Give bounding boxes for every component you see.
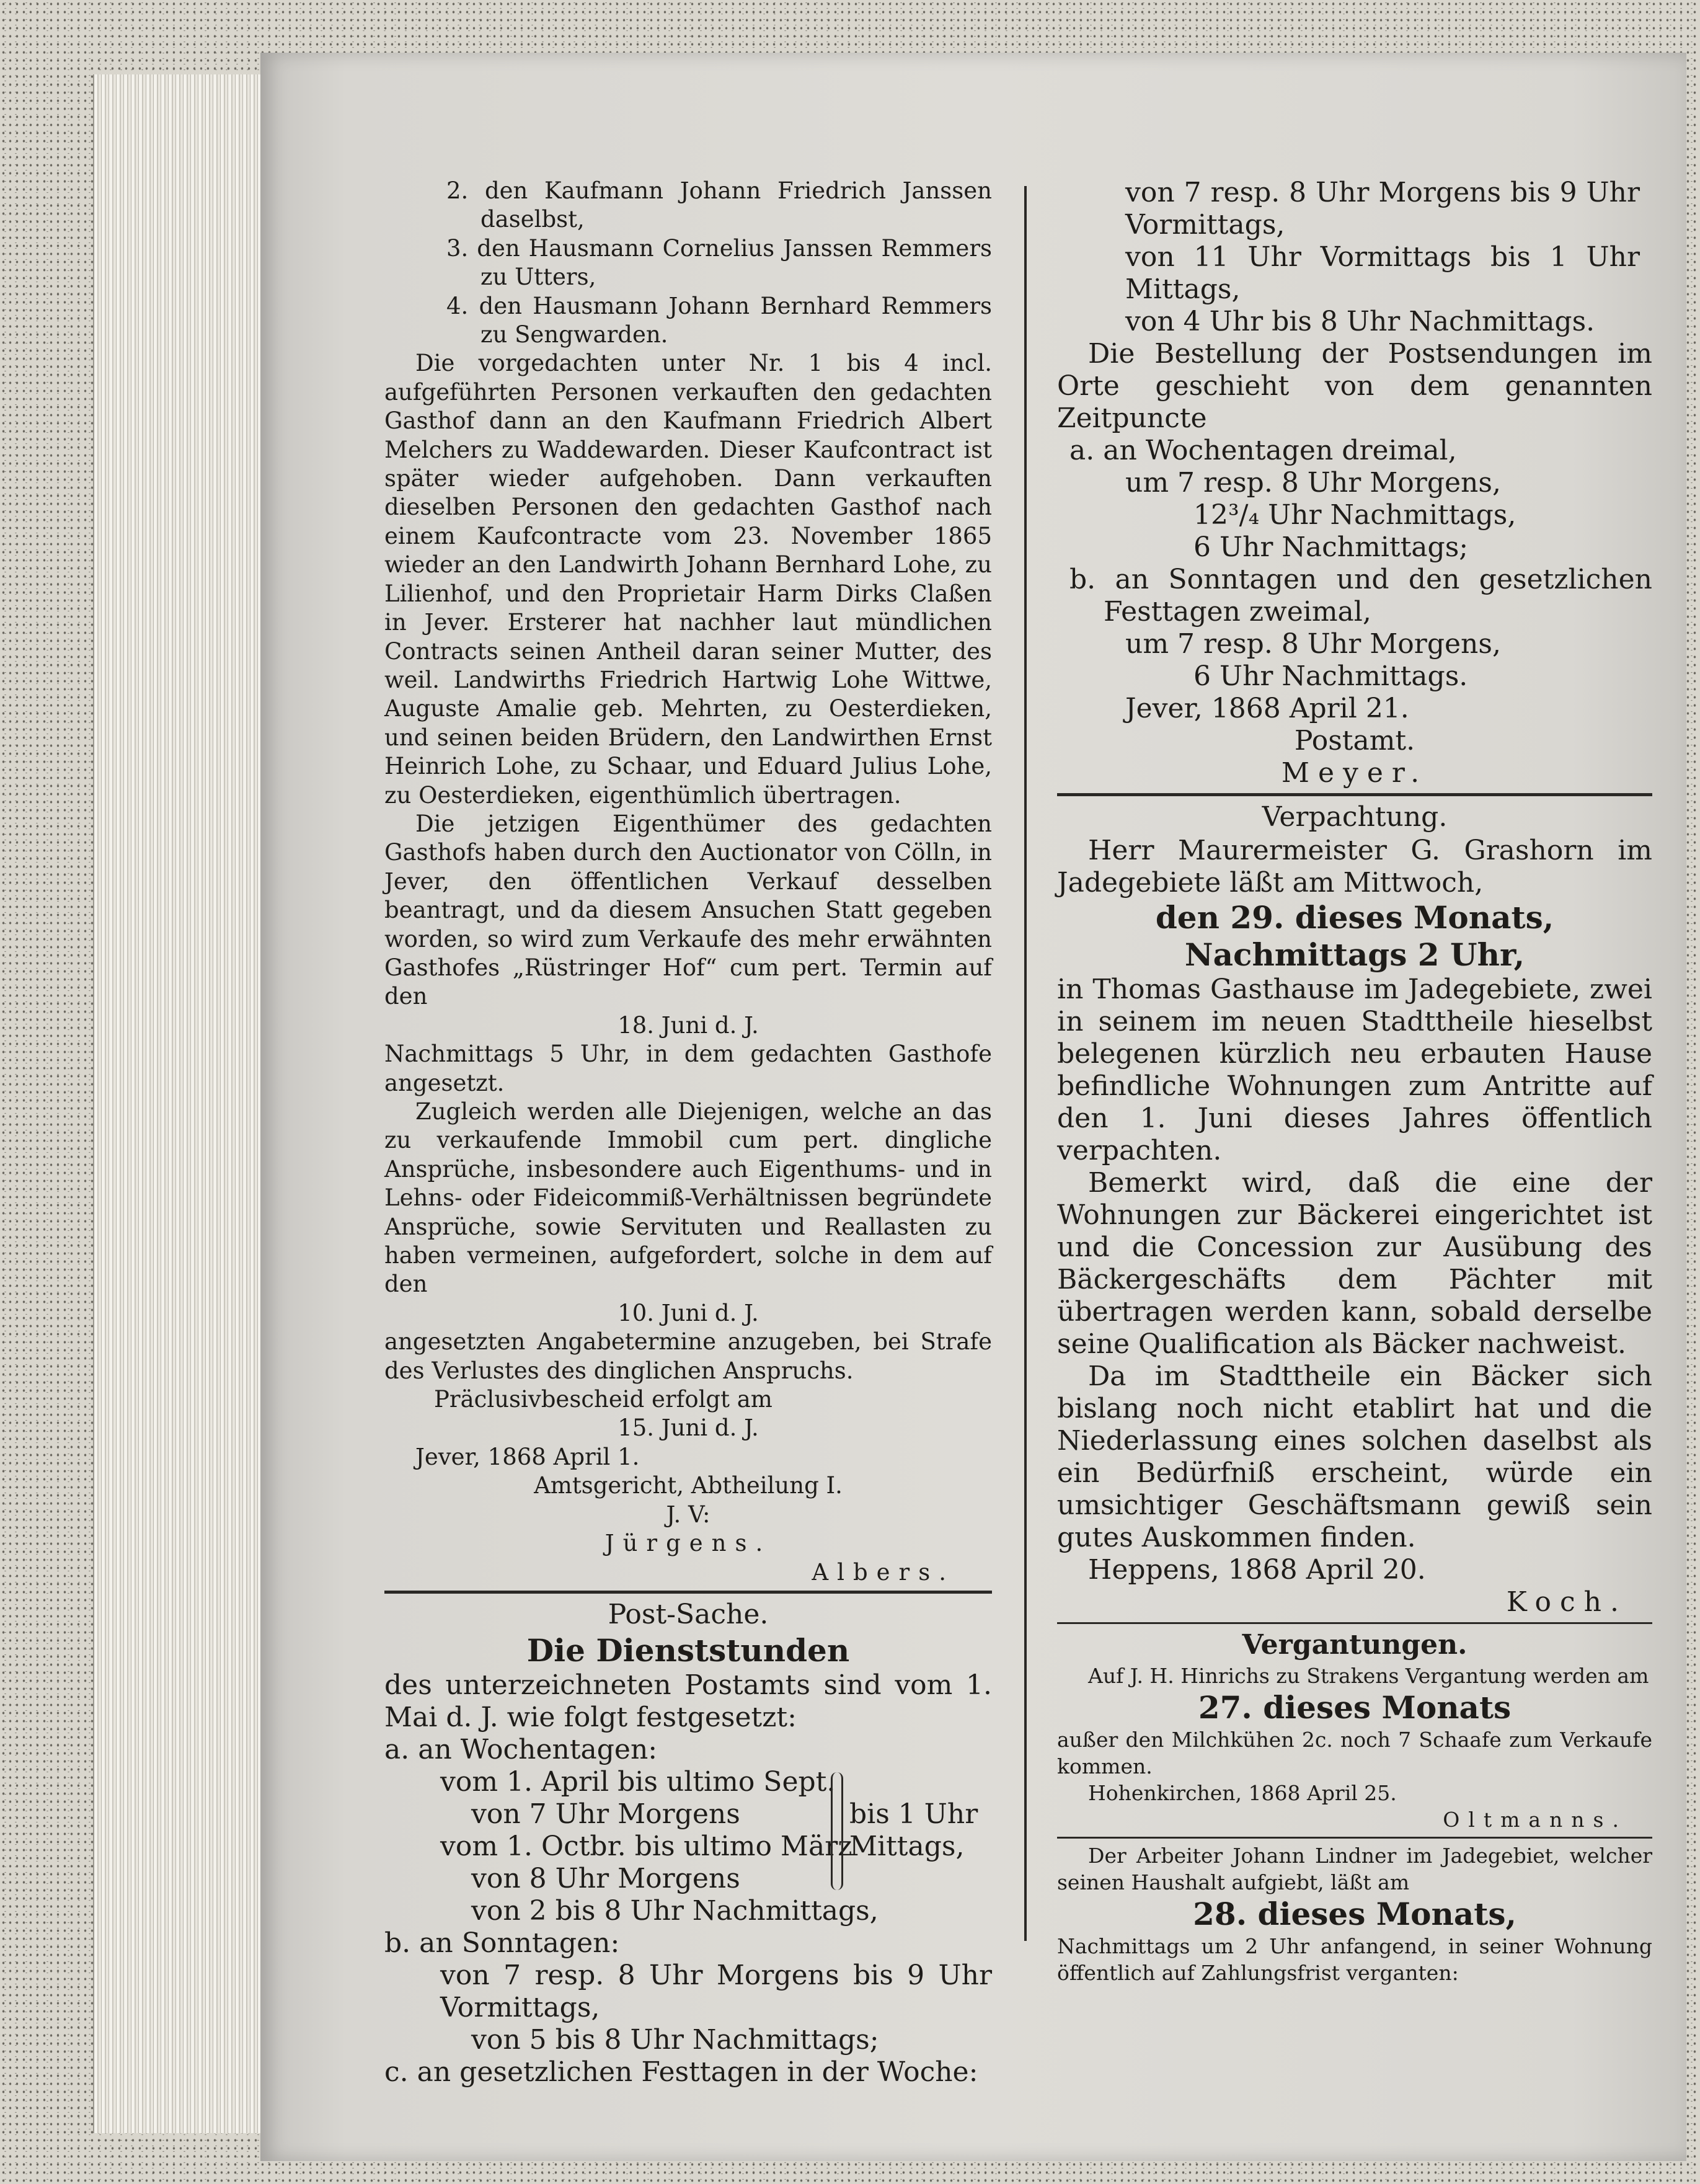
paragraph: des unterzeichneten Postamts sind vom 1. Mai d. J. wie folgt festgesetzt: bbox=[384, 1669, 992, 1733]
office-name: Postamt. bbox=[1294, 725, 1415, 757]
schedule-line: von 7 Uhr Morgens bbox=[471, 1798, 740, 1830]
auction-date: 27. dieses Monats bbox=[1198, 1689, 1512, 1726]
schedule-line: von 11 Uhr Vormittags bis 1 Uhr Mittags, bbox=[1125, 241, 1640, 305]
iv-note: J. V: bbox=[666, 1501, 711, 1528]
paragraph: Bemerkt wird, daß die eine der Wohnungen zur Bäckerei eingerichtet ist und die Concession zur Ausübung des Bäckergeschäfts dem Pächter mit übertragen werden kann, sobald derselbe seine Qualification als Bäcker nachweist. bbox=[1057, 1167, 1652, 1360]
lease-time: Nachmittags 2 Uhr, bbox=[1184, 936, 1525, 973]
schedule-line: bis 1 Uhr bbox=[849, 1798, 978, 1830]
weekday-schedule bbox=[384, 1766, 992, 1895]
list-item: 2. den Kaufmann Johann Friedrich Janssen daselbst, bbox=[446, 177, 992, 233]
schedule-line: vom 1. April bis ultimo Sept. bbox=[440, 1765, 836, 1798]
schedule-line: von 4 Uhr bis 8 Uhr Nachmittags. bbox=[1125, 306, 1595, 337]
paragraph: Nachmittags um 2 Uhr anfangend, in seiner Wohnung öffentlich auf Zahlungsfrist verganten: bbox=[1057, 1934, 1652, 1985]
signature: Jürgens. bbox=[604, 1530, 772, 1557]
paragraph: Die vorgedachten unter Nr. 1 bis 4 incl. aufgeführten Personen verkauften den gedachten Gasthof dann an den Kaufmann Friedrich Albert Melchers zu Waddewarden. Dieser Kaufcontract ist später wieder aufgehoben. Dann verkauften dieselben Personen den gedachten Gasthof nach einem Kaufcontracte vom 23. November 1865 wieder an den Landwirth Johann Bernhard Lohe, zu Lilienhof, und den Proprietair Harm Dirks Claßen in Jever. Ersterer hat nachher laut mündlichen Contracts seinen Antheil daran seiner Mutter, des weil. Landwirths Friedrich Hartwig Lohe Wittwe, Auguste Amalie geb. Mehrten, zu Oesterdieken, und seinen beiden Brüdern, den Landwirthen Ernst Heinrich Lohe, zu Schaar, und Eduard Julius Lohe, zu Oesterdieken, eigenthümlich übertragen. bbox=[384, 350, 992, 809]
section-rule bbox=[1057, 1837, 1652, 1839]
column-divider bbox=[1024, 186, 1027, 1941]
schedule-line: um 7 resp. 8 Uhr Morgens, bbox=[1125, 467, 1501, 499]
place-date: Hohenkirchen, 1868 April 25. bbox=[1088, 1781, 1397, 1805]
paragraph: Nachmittags 5 Uhr, in dem gedachten Gasthofe angesetzt. bbox=[384, 1041, 992, 1096]
signature: Meyer. bbox=[1281, 757, 1428, 789]
section-title: Verpachtung. bbox=[1262, 801, 1448, 833]
section-title: Vergantungen. bbox=[1242, 1629, 1468, 1661]
schedule-line: vom 1. Octbr. bis ultimo März bbox=[440, 1830, 852, 1862]
schedule-line: von 2 bis 8 Uhr Nachmittags, bbox=[471, 1894, 879, 1927]
schedule-line: von 7 resp. 8 Uhr Morgens bis 9 Uhr Vormittags, bbox=[1125, 177, 1640, 241]
claims-date: 10. Juni d. J. bbox=[618, 1299, 759, 1326]
brace bbox=[831, 1772, 843, 1890]
schedule-line: Mittags, bbox=[849, 1830, 965, 1862]
place-date: Heppens, 1868 April 20. bbox=[1088, 1554, 1426, 1586]
schedule-line: 6 Uhr Nachmittags; bbox=[1193, 531, 1469, 563]
auction-date: 18. Juni d. J. bbox=[618, 1011, 759, 1039]
schedule-heading: a. an Wochentagen dreimal, bbox=[1069, 435, 1457, 466]
schedule-heading: b. an Sonntagen: bbox=[384, 1927, 620, 1959]
section-rule bbox=[1057, 1622, 1652, 1624]
section-rule bbox=[1057, 793, 1652, 796]
paragraph: in Thomas Gasthause im Jadegebiete, zwei in seinem im neuen Stadttheile hieselbst belegenen kürzlich neu erbauten Hause befindliche Wohnungen zum Antritte auf den 1. Juni dieses Jahres öffentlich verpachten. bbox=[1057, 974, 1652, 1166]
right-column bbox=[1057, 177, 1652, 1986]
schedule-line: 6 Uhr Nachmittags. bbox=[1193, 660, 1468, 692]
schedule-heading: b. an Sonntagen und den gesetzlichen Festtagen zweimal, bbox=[1069, 564, 1652, 628]
schedule-line: von 5 bis 8 Uhr Nachmittags; bbox=[471, 2023, 879, 2056]
paragraph: Die jetzigen Eigenthümer des gedachten Gasthofs haben durch den Auctionator von Cölln, in Jever, den öffentlichen Verkauf desselben beantragt, und da diesem Ansuchen Statt gegeben worden, so wird zum Verkaufe des mehr erwähnten Gasthofes „Rüstringer Hof“ cum pert. Termin auf den bbox=[384, 810, 992, 1010]
schedule-line: 12³/₄ Uhr Nachmittags, bbox=[1193, 499, 1516, 531]
lease-date: den 29. dieses Monats, bbox=[1155, 899, 1554, 936]
section-title: Post-Sache. bbox=[608, 1598, 769, 1630]
paragraph: Da im Stadttheile ein Bäcker sich bislang noch nicht etablirt hat und die Niederlassung eines solchen daselbst als ein Bedürfniß erscheint, würde ein umsichtiger Geschäftsmann gewiß sein gutes Auskommen finden. bbox=[1057, 1361, 1652, 1553]
left-column bbox=[384, 177, 992, 2089]
paragraph: Zugleich werden alle Diejenigen, welche an das zu verkaufende Immobil cum pert. dingliche Ansprüche, insbesondere auch Eigenthums- und in Lehns- oder Fideicommiß-Verhältnissen begründete Ansprüche, sowie Servituten und Reallasten zu haben vermeinen, aufgefordert, solche in dem auf den bbox=[384, 1098, 992, 1298]
schedule-line: von 8 Uhr Morgens bbox=[471, 1862, 740, 1894]
place-date: Jever, 1868 April 1. bbox=[415, 1443, 640, 1470]
place-date: Jever, 1868 April 21. bbox=[1125, 693, 1409, 724]
list-item: 3. den Hausmann Cornelius Janssen Remmers zu Utters, bbox=[446, 234, 992, 291]
section-rule bbox=[384, 1591, 992, 1594]
paragraph: Auf J. H. Hinrichs zu Strakens Vergantung werden am bbox=[1088, 1664, 1649, 1688]
preclusion-date: 15. Juni d. J. bbox=[618, 1414, 759, 1442]
preclusion-note: Präclusivbescheid erfolgt am bbox=[434, 1386, 773, 1413]
schedule-heading: c. an gesetzlichen Festtagen in der Woche: bbox=[384, 2056, 978, 2088]
paragraph: angesetzten Angabetermine anzugeben, bei Strafe des Verlustes des dinglichen Anspruchs. bbox=[384, 1328, 992, 1384]
schedule-heading: a. an Wochentagen: bbox=[384, 1733, 658, 1765]
auction-date: 28. dieses Monats, bbox=[1193, 1896, 1516, 1932]
paragraph: Herr Maurermeister G. Grashorn im Jadegebiete läßt am Mittwoch, bbox=[1057, 835, 1652, 899]
paragraph: außer den Milchkühen 2c. noch 7 Schaafe zum Verkaufe kommen. bbox=[1057, 1728, 1652, 1778]
schedule-line: um 7 resp. 8 Uhr Morgens, bbox=[1125, 628, 1501, 660]
schedule-line: von 7 resp. 8 Uhr Morgens bis 9 Uhr Vormittags, bbox=[440, 1959, 992, 2023]
paragraph: Die Bestellung der Postsendungen im Orte geschieht von dem genannten Zeitpuncte bbox=[1057, 338, 1652, 434]
signature: Oltmanns. bbox=[1443, 1808, 1627, 1832]
court-name: Amtsgericht, Abtheilung I. bbox=[534, 1472, 843, 1499]
signature: Koch. bbox=[1506, 1586, 1627, 1618]
section-heading: Die Dienststunden bbox=[526, 1631, 850, 1669]
list-item: 4. den Hausmann Johann Bernhard Remmers zu Sengwarden. bbox=[446, 292, 992, 348]
paragraph: Der Arbeiter Johann Lindner im Jadegebiet, welcher seinen Haushalt aufgiebt, läßt am bbox=[1057, 1844, 1652, 1894]
signature: Albers. bbox=[812, 1558, 955, 1586]
